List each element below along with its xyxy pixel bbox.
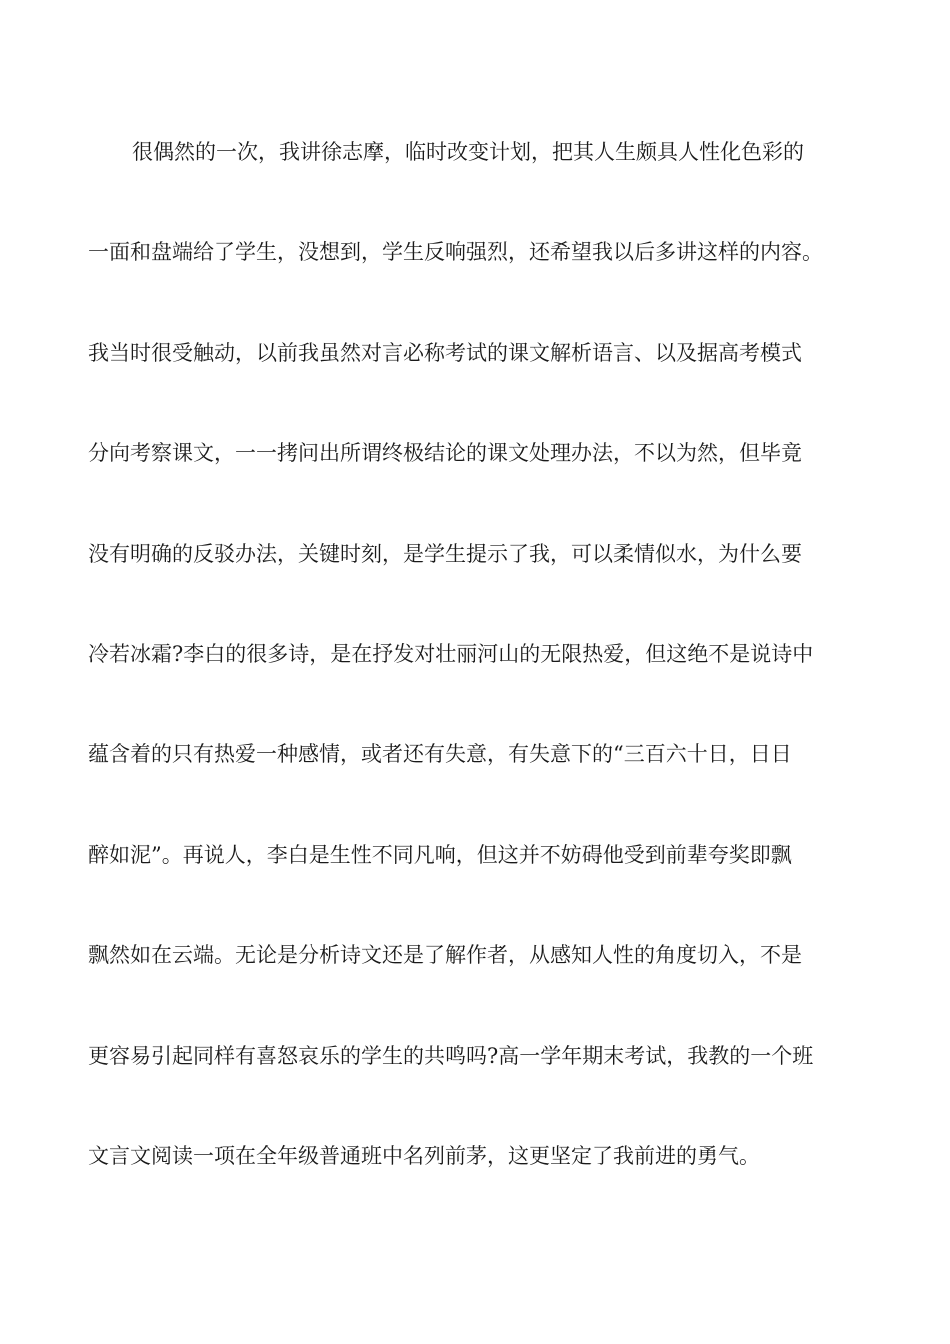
paragraph-line: 分向考察课文，一一拷问出所谓终极结论的课文处理办法，不以为然，但毕竟 xyxy=(88,441,802,466)
paragraph-line: 文言文阅读一项在全年级普通班中名列前茅，这更坚定了我前进的勇气。 xyxy=(88,1143,760,1168)
paragraph-line: 没有明确的反驳办法，关键时刻，是学生提示了我，可以柔情似水，为什么要 xyxy=(88,541,802,566)
paragraph-line: 我当时很受触动，以前我虽然对言必称考试的课文解析语言、以及据高考模式 xyxy=(88,340,802,365)
paragraph-line: 一面和盘端给了学生，没想到，学生反响强烈，还希望我以后多讲这样的内容。 xyxy=(88,240,823,265)
paragraph-line: 冷若冰霜?李白的很多诗，是在抒发对壮丽河山的无限热爱，但这绝不是说诗中 xyxy=(88,641,814,666)
paragraph-line: 飘然如在云端。无论是分析诗文还是了解作者，从感知人性的角度切入，不是 xyxy=(88,943,802,968)
paragraph-line: 醉如泥”。再说人，李白是生性不同凡响，但这并不妨碍他受到前辈夸奖即飘 xyxy=(88,842,792,867)
paragraph-line: 更容易引起同样有喜怒哀乐的学生的共鸣吗?高一学年期末考试，我教的一个班 xyxy=(88,1043,814,1068)
paragraph-line: 很偶然的一次，我讲徐志摩，临时改变计划，把其人生颇具人性化色彩的 xyxy=(132,140,804,164)
paragraph-line: 蕴含着的只有热爱一种感情，或者还有失意，有失意下的“三百六十日，日日 xyxy=(88,742,792,767)
paragraph xyxy=(88,132,868,1236)
